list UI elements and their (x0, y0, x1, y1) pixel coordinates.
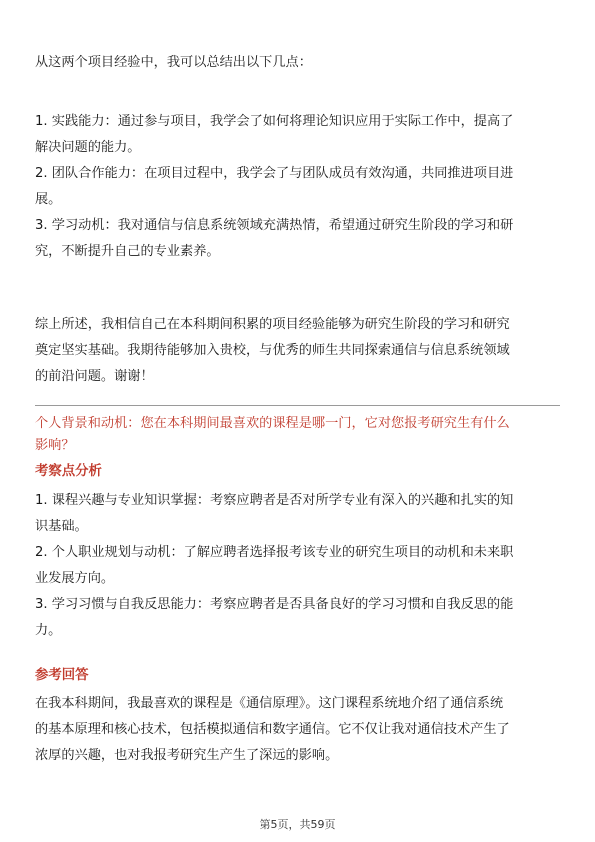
question-block (35, 413, 560, 457)
intro-text: 从这两个项目经验中，我可以总结出以下几点： (35, 55, 312, 70)
answer-paragraph (35, 691, 560, 769)
answer-line-2: 的基本原理和核心技术，包括模拟通信和数字通信。它不仅让我对通信技术产生了 (35, 722, 510, 737)
analysis-2-line-2: 业发展方向。 (35, 571, 115, 586)
section-divider (35, 405, 560, 406)
point-3-line-1: 3. 学习动机：我对通信与信息系统领域充满热情，希望通过研究生阶段的学习和研 (35, 218, 514, 233)
summary-paragraph (35, 312, 560, 390)
point-1-line-2: 解决问题的能力。 (35, 140, 141, 155)
summary-line-3: 的前沿问题。谢谢！ (35, 369, 154, 384)
analysis-3-line-1: 3. 学习习惯与自我反思能力：考察应聘者是否具备良好的学习习惯和自我反思的能 (35, 597, 514, 612)
points-list (35, 109, 560, 265)
question-line-2: 影响？ (35, 438, 75, 453)
question-line-1: 个人背景和动机：您在本科期间最喜欢的课程是哪一门，它对您报考研究生有什么 (35, 416, 510, 431)
page-number: 第5页，共59页 (259, 818, 336, 831)
analysis-2-line-1: 2. 个人职业规划与动机：了解应聘者选择报考该专业的研究生项目的动机和未来职 (35, 545, 514, 560)
point-2-line-1: 2. 团队合作能力：在项目过程中，我学会了与团队成员有效沟通，共同推进项目进 (35, 166, 514, 181)
answer-line-1: 在我本科期间，我最喜欢的课程是《通信原理》。这门课程系统地介绍了通信系统 (35, 696, 504, 711)
analysis-heading: 考察点分析 (35, 464, 102, 479)
analysis-3-line-2: 力。 (35, 623, 62, 638)
answer-line-3: 浓厚的兴趣，也对我报考研究生产生了深远的影响。 (35, 748, 339, 763)
intro-paragraph (35, 50, 560, 76)
analysis-1-line-2: 识基础。 (35, 519, 88, 534)
analysis-list (35, 488, 560, 644)
analysis-heading-block (35, 462, 560, 482)
point-3-line-2: 究，不断提升自己的专业素养。 (35, 244, 220, 259)
point-1-line-1: 1. 实践能力：通过参与项目，我学会了如何将理论知识应用于实际工作中，提高了 (35, 114, 514, 129)
point-2-line-2: 展。 (35, 192, 62, 207)
analysis-1-line-1: 1. 课程兴趣与专业知识掌握：考察应聘者是否对所学专业有深入的兴趣和扎实的知 (35, 493, 514, 508)
summary-line-1: 综上所述，我相信自己在本科期间积累的项目经验能够为研究生阶段的学习和研究 (35, 317, 510, 332)
answer-heading: 参考回答 (35, 668, 89, 683)
summary-line-2: 奠定坚实基础。我期待能够加入贵校，与优秀的师生共同探索通信与信息系统领域 (35, 343, 510, 358)
answer-heading-block (35, 666, 560, 686)
